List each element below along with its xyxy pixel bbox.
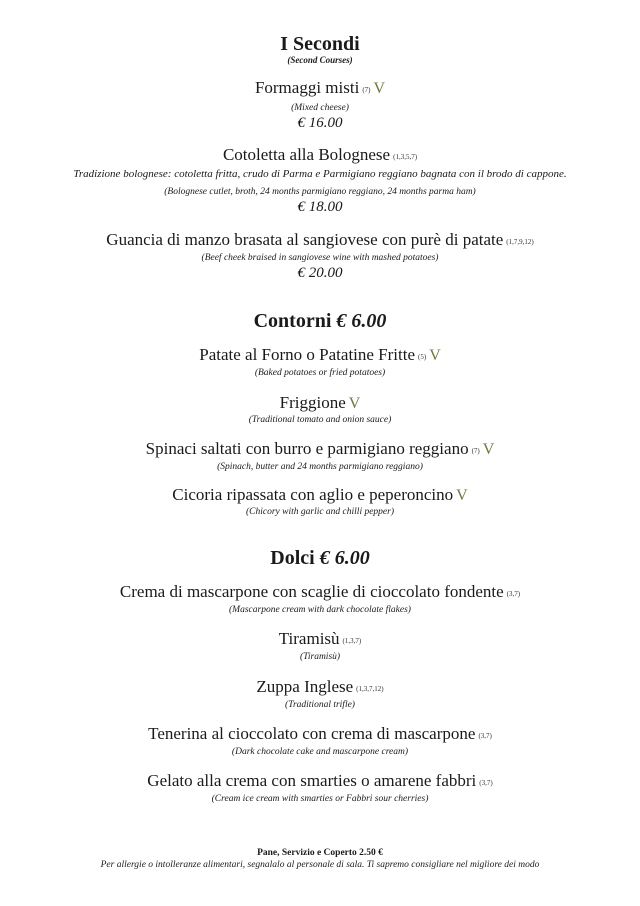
contorni-header	[0, 310, 640, 332]
dolci-title-row	[0, 547, 640, 569]
menu-item-patate	[0, 345, 640, 379]
allergen-codes: (1,7,9,12)	[506, 238, 534, 246]
vegetarian-marker: V	[348, 395, 361, 412]
vegetarian-marker: V	[429, 347, 441, 364]
item-name-row	[0, 78, 640, 100]
item-name-row	[0, 629, 640, 651]
footer	[0, 847, 640, 871]
item-translation: (Chicory with garlic and chilli pepper)	[245, 507, 395, 517]
item-price: € 20.00	[297, 265, 343, 281]
item-translation: (Cream ice cream with smarties or Fabbri sour cherries)	[211, 794, 429, 804]
menu-item-gelato	[0, 771, 640, 805]
secondi-header	[0, 33, 640, 65]
item-name-row	[0, 677, 640, 699]
menu-item-cicoria	[0, 485, 640, 518]
item-translation: (Spinach, butter and 24 months parmigiano reggiano)	[217, 462, 423, 472]
allergen-codes: (3,7)	[479, 779, 493, 787]
menu-item-spinaci	[0, 439, 640, 473]
secondi-title: I Secondi	[280, 33, 360, 55]
item-name-row	[0, 485, 640, 506]
item-translation: (Traditional tomato and onion sauce)	[248, 415, 392, 425]
item-name: Cotoletta alla Bolognese	[222, 145, 391, 164]
item-translation: (Dark chocolate cake and mascarpone cream)	[231, 747, 409, 757]
item-name-row	[0, 145, 640, 167]
item-name: Zuppa Inglese	[256, 677, 354, 696]
dolci-header	[0, 547, 640, 569]
item-name: Cicoria ripassata con aglio e peperoncino	[172, 485, 454, 504]
item-translation: (Beef cheek braised in sangiovese wine with mashed potatoes)	[201, 253, 439, 263]
item-price: € 16.00	[297, 115, 343, 131]
allergen-codes: (1,3,5,7)	[393, 153, 418, 161]
item-name-row	[0, 724, 640, 746]
allergen-codes: (1,3,7)	[342, 637, 362, 645]
vegetarian-marker: V	[482, 441, 495, 458]
allergen-codes: (3,7)	[506, 590, 521, 598]
allergen-codes: (7)	[471, 447, 480, 455]
item-name: Tiramisù	[278, 629, 340, 648]
contorni-price: € 6.00	[336, 310, 387, 332]
menu-item-tenerina	[0, 724, 640, 758]
item-name: Formaggi misti	[254, 78, 360, 97]
allergen-codes: (3,7)	[478, 732, 492, 740]
menu-item-tiramisu	[0, 629, 640, 663]
item-name-row	[0, 230, 640, 252]
cover-charge: Pane, Servizio e Coperto 2.50 €	[257, 848, 383, 858]
item-name: Tenerina al cioccolato con crema di mascarpone	[148, 724, 476, 743]
allergen-codes: (7)	[362, 86, 371, 94]
menu-item-cotoletta	[0, 145, 640, 216]
item-name: Friggione	[279, 393, 346, 412]
item-name-row	[0, 439, 640, 461]
item-name-row	[0, 393, 640, 414]
allergen-codes: (5)	[418, 353, 427, 361]
item-name-row	[0, 582, 640, 604]
menu-item-formaggi	[0, 78, 640, 132]
item-name: Spinaci saltati con burro e parmigiano reggiano	[145, 439, 469, 458]
dolci-price: € 6.00	[319, 547, 370, 569]
item-translation: (Mixed cheese)	[291, 103, 349, 113]
secondi-subtitle: (Second Courses)	[287, 55, 353, 65]
item-name-row	[0, 771, 640, 793]
item-translation: (Mascarpone cream with dark chocolate flakes)	[229, 605, 411, 615]
menu-item-friggione	[0, 393, 640, 426]
item-price: € 18.00	[297, 199, 343, 215]
vegetarian-marker: V	[373, 80, 386, 97]
contorni-title: Contorni	[253, 310, 332, 332]
item-translation: (Traditional trifle)	[285, 700, 355, 710]
menu-item-zuppa-inglese	[0, 677, 640, 711]
item-name: Gelato alla crema con smarties o amarene fabbri	[147, 771, 477, 790]
item-name: Guancia di manzo brasata al sangiovese con purè di patate	[106, 230, 504, 249]
item-name: Crema di mascarpone con scaglie di cioccolato fondente	[119, 582, 504, 601]
vegetarian-marker: V	[456, 487, 468, 504]
item-name: Patate al Forno o Patatine Fritte	[199, 345, 416, 364]
allergy-note: Per allergie o intolleranze alimentari, segnalalo al personale di sala. Ti sapremo consigliare nel migliore dei modo	[100, 860, 540, 870]
allergen-codes: (1,3,7,12)	[356, 685, 384, 693]
item-translation: (Bolognese cutlet, broth, 24 months parmigiano reggiano, 24 months parma ham)	[164, 187, 476, 197]
item-description: Tradizione bolognese: cotoletta fritta, crudo di Parma e Parmigiano reggiano bagnata con il brodo di cappone.	[73, 168, 567, 180]
contorni-title-row	[0, 310, 640, 332]
menu-item-guancia	[0, 230, 640, 282]
menu-item-crema-mascarpone	[0, 582, 640, 616]
item-translation: (Baked potatoes or fried potatoes)	[254, 368, 386, 378]
item-translation: (Tiramisù)	[299, 652, 341, 662]
item-name-row	[0, 345, 640, 367]
dolci-title: Dolci	[270, 547, 315, 569]
